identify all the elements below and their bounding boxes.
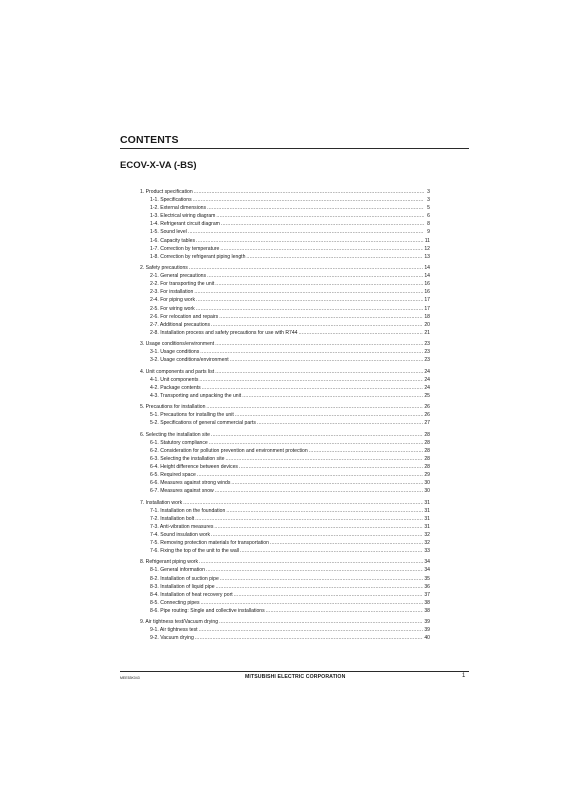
toc-subsection — [140, 626, 430, 634]
toc-page-number: 26 — [424, 412, 430, 419]
toc-page-number: 27 — [424, 420, 430, 427]
toc-entry-label: 6-7. Measures against snow — [150, 488, 214, 495]
toc-section — [140, 558, 430, 615]
toc-entry-label: 9. Air tightness test/Vacuum drying — [140, 619, 219, 626]
toc-page-number: 39 — [424, 627, 430, 634]
toc-section — [140, 403, 430, 427]
toc-entry-label: 5. Precautions for installation — [140, 404, 206, 411]
toc-entry-label: 2-1. General precautions — [150, 273, 207, 280]
toc-page-number: 9 — [427, 229, 430, 236]
dot-leader — [239, 463, 423, 471]
toc-page-number: 33 — [424, 548, 430, 555]
dot-leader — [201, 599, 424, 607]
toc-subsection — [140, 411, 430, 419]
toc-subsection — [140, 471, 430, 479]
toc-section — [140, 499, 430, 556]
toc-section-heading — [140, 499, 430, 507]
toc-page-number: 14 — [424, 265, 430, 272]
toc-subsection — [140, 212, 430, 220]
toc-subsection — [140, 575, 430, 583]
toc-page-number: 34 — [424, 559, 430, 566]
toc-entry-label: 2-6. For relocation and repairs — [150, 313, 219, 320]
dot-leader — [199, 558, 423, 566]
toc-entry-label: 1-6. Capacity tables — [150, 237, 196, 244]
toc-subsection — [140, 348, 430, 356]
toc-section — [140, 431, 430, 496]
toc-entry-label: 4-3. Transporting and unpacking the unit — [150, 392, 242, 399]
toc-subsection — [140, 447, 430, 455]
toc-subsection — [140, 531, 430, 539]
toc-entry-label: 8-6. Pipe routing: Single and collective installations — [150, 607, 265, 614]
toc-page-number: 39 — [424, 619, 430, 626]
toc-section — [140, 188, 430, 261]
title-divider — [120, 148, 469, 149]
toc-entry-label: 2-8. Installation process and safety precautions for use with R744 — [150, 329, 298, 336]
toc-entry-label: 6-1. Statutory compliance — [150, 439, 208, 446]
toc-entry-label: 9-1. Air tightness test — [150, 627, 198, 634]
page-number: 1 — [462, 673, 466, 679]
toc-page-number: 3 — [427, 197, 430, 204]
dot-leader — [202, 384, 424, 392]
dot-leader — [211, 531, 423, 539]
company-name: MITSUBISHI ELECTRIC CORPORATION — [245, 674, 346, 680]
toc-subsection — [140, 220, 430, 228]
toc-entry-label: 2. Safety precautions — [140, 265, 188, 272]
toc-page-number: 38 — [424, 599, 430, 606]
toc-page-number: 34 — [424, 567, 430, 574]
toc-subsection — [140, 523, 430, 531]
toc-subsection — [140, 583, 430, 591]
toc-entry-label: 8. Refrigerant piping work — [140, 559, 199, 566]
toc-entry-label: 4-1. Unit components — [150, 376, 199, 383]
toc-page-number: 30 — [424, 488, 430, 495]
toc-entry-label: 6-3. Selecting the installation site — [150, 455, 225, 462]
dot-leader — [193, 196, 424, 204]
toc-subsection — [140, 591, 430, 599]
dot-leader — [235, 411, 424, 419]
toc-subsection — [140, 547, 430, 555]
toc-entry-label: 2-7. Additional precautions — [150, 321, 211, 328]
dot-leader — [270, 539, 423, 547]
dot-leader — [196, 237, 424, 245]
toc-entry-label: 2-4. For piping work — [150, 297, 196, 304]
toc-subsection — [140, 204, 430, 212]
toc-page-number: 14 — [424, 273, 430, 280]
toc-subsection — [140, 288, 430, 296]
toc-subsection — [140, 507, 430, 515]
dot-leader — [240, 547, 423, 555]
toc-subsection — [140, 321, 430, 329]
toc-entry-label: 6-2. Consideration for pollution prevention and environment protection — [150, 447, 308, 454]
dot-leader — [219, 313, 423, 321]
dot-leader — [215, 487, 424, 495]
dot-leader — [194, 288, 423, 296]
toc-entry-label: 7-4. Sound insulation work — [150, 531, 211, 538]
dot-leader — [197, 471, 423, 479]
toc-entry-label: 3. Usage conditions/environment — [140, 341, 215, 348]
dot-leader — [209, 439, 424, 447]
toc-page-number: 17 — [424, 297, 430, 304]
dot-leader — [230, 356, 424, 364]
toc-entry-label: 1-4. Refrigerant circuit diagram — [150, 221, 220, 228]
toc-page-number: 23 — [424, 357, 430, 364]
toc-entry-label: 1-5. Sound level — [150, 229, 187, 236]
toc-entry-label: 6. Selecting the installation site — [140, 431, 210, 438]
toc-entry-label: 7-2. Installation bolt — [150, 515, 195, 522]
toc-section — [140, 618, 430, 642]
toc-page-number: 28 — [424, 439, 430, 446]
toc-subsection — [140, 463, 430, 471]
toc-page-number: 25 — [424, 392, 430, 399]
toc-entry-label: 1-2. External dimensions — [150, 205, 207, 212]
toc-page-number: 11 — [424, 237, 430, 244]
toc-section — [140, 368, 430, 400]
toc-subsection — [140, 237, 430, 245]
dot-leader — [226, 507, 423, 515]
toc-entry-label: 7-1. Installation on the foundation — [150, 507, 226, 514]
dot-leader — [206, 566, 423, 574]
toc-subsection — [140, 280, 430, 288]
toc-entry-label: 3-2. Usage conditions/environment — [150, 357, 229, 364]
toc-entry-label: 4-2. Package contents — [150, 384, 201, 391]
dot-leader — [220, 575, 424, 583]
toc-page-number: 35 — [424, 575, 430, 582]
dot-leader — [221, 220, 424, 228]
toc-page-number: 40 — [424, 635, 430, 642]
toc-subsection — [140, 487, 430, 495]
dot-leader — [246, 253, 423, 261]
toc-subsection — [140, 253, 430, 261]
dot-leader — [225, 455, 423, 463]
dot-leader — [195, 634, 424, 642]
toc-subsection — [140, 305, 430, 313]
dot-leader — [211, 321, 423, 329]
dot-leader — [196, 296, 423, 304]
toc-subsection — [140, 515, 430, 523]
toc-section-heading — [140, 403, 430, 411]
dot-leader — [231, 479, 423, 487]
toc-subsection — [140, 376, 430, 384]
toc-entry-label: 1-8. Correction by refrigerant piping length — [150, 253, 246, 260]
toc-page-number: 23 — [424, 349, 430, 356]
toc-entry-label: 2-3. For installation — [150, 289, 194, 296]
toc-subsection — [140, 245, 430, 253]
dot-leader — [189, 264, 423, 272]
toc-entry-label: 6-6. Measures against strong winds — [150, 480, 231, 487]
dot-leader — [215, 280, 423, 288]
dot-leader — [194, 188, 424, 196]
dot-leader — [216, 212, 424, 220]
toc-subsection — [140, 599, 430, 607]
toc-page-number: 12 — [424, 245, 430, 252]
toc-page-number: 26 — [424, 404, 430, 411]
toc-subsection — [140, 419, 430, 427]
toc-section-heading — [140, 264, 430, 272]
toc-page-number: 6 — [427, 213, 430, 220]
toc-page-number: 13 — [424, 253, 430, 260]
toc-page-number: 38 — [424, 607, 430, 614]
toc-entry-label: 1-3. Electrical wiring diagram — [150, 213, 216, 220]
dot-leader — [196, 305, 424, 313]
toc-entry-label: 1-1. Specifications — [150, 197, 192, 204]
table-of-contents — [140, 188, 430, 646]
toc-page-number: 24 — [424, 384, 430, 391]
toc-entry-label: 6-4. Height difference between devices — [150, 463, 238, 470]
dot-leader — [199, 376, 423, 384]
toc-entry-label: 2-2. For transporting the unit — [150, 281, 215, 288]
toc-subsection — [140, 313, 430, 321]
toc-entry-label: 8-1. General information — [150, 567, 205, 574]
footer-divider — [120, 671, 469, 672]
toc-entry-label: 7-3. Anti-vibration measures — [150, 523, 214, 530]
toc-page-number: 31 — [424, 499, 430, 506]
dot-leader — [309, 447, 424, 455]
toc-entry-label: 4. Unit components and parts list — [140, 368, 215, 375]
toc-subsection — [140, 272, 430, 280]
toc-entry-label: 8-4. Installation of heat recovery port — [150, 591, 233, 598]
toc-page-number: 17 — [424, 305, 430, 312]
toc-subsection — [140, 392, 430, 400]
toc-subsection — [140, 384, 430, 392]
toc-entry-label: 1-7. Correction by temperature — [150, 245, 220, 252]
toc-page-number: 21 — [424, 329, 430, 336]
toc-page-number: 18 — [424, 313, 430, 320]
dot-leader — [257, 419, 423, 427]
toc-entry-label: 7. Installation work — [140, 499, 183, 506]
toc-page-number: 31 — [424, 523, 430, 530]
dot-leader — [200, 348, 423, 356]
toc-page-number: 8 — [427, 221, 430, 228]
toc-page-number: 29 — [424, 472, 430, 479]
toc-subsection — [140, 228, 430, 236]
toc-page-number: 31 — [424, 515, 430, 522]
toc-page-number: 30 — [424, 480, 430, 487]
page-title: CONTENTS — [120, 134, 179, 146]
toc-section-heading — [140, 431, 430, 439]
toc-page-number: 28 — [424, 455, 430, 462]
toc-subsection — [140, 479, 430, 487]
dot-leader — [206, 403, 423, 411]
model-heading: ECOV-X-VA (-BS) — [120, 160, 197, 171]
toc-section-heading — [140, 368, 430, 376]
toc-page-number: 28 — [424, 463, 430, 470]
toc-section-heading — [140, 618, 430, 626]
dot-leader — [216, 583, 424, 591]
dot-leader — [207, 204, 424, 212]
toc-entry-label: 2-5. For wiring work — [150, 305, 195, 312]
toc-entry-label: 5-2. Specifications of general commercial parts — [150, 420, 256, 427]
toc-page-number: 3 — [427, 189, 430, 195]
toc-page-number: 24 — [424, 376, 430, 383]
dot-leader — [214, 523, 423, 531]
toc-page-number: 31 — [424, 507, 430, 514]
toc-entry-label: 8-2. Installation of suction pipe — [150, 575, 219, 582]
toc-entry-label: 8-3. Installation of liquid pipe — [150, 583, 215, 590]
dot-leader — [234, 591, 424, 599]
toc-entry-label: 8-5. Connecting pipes — [150, 599, 200, 606]
dot-leader — [242, 392, 423, 400]
document-code: MEE53K043 — [120, 676, 140, 680]
toc-subsection — [140, 329, 430, 337]
toc-entry-label: 7-5. Removing protection materials for transportation — [150, 539, 269, 546]
dot-leader — [215, 368, 423, 376]
toc-page-number: 24 — [424, 368, 430, 375]
toc-page-number: 16 — [424, 289, 430, 296]
toc-entry-label: 9-2. Vacuum drying — [150, 635, 194, 642]
toc-page-number: 32 — [424, 539, 430, 546]
toc-section — [140, 264, 430, 337]
dot-leader — [299, 329, 424, 337]
toc-subsection — [140, 566, 430, 574]
dot-leader — [188, 228, 424, 236]
toc-page-number: 36 — [424, 583, 430, 590]
toc-section-heading — [140, 188, 430, 196]
toc-subsection — [140, 634, 430, 642]
toc-page-number: 28 — [424, 447, 430, 454]
dot-leader — [211, 431, 423, 439]
dot-leader — [219, 618, 423, 626]
toc-subsection — [140, 607, 430, 615]
toc-section-heading — [140, 558, 430, 566]
toc-page-number: 5 — [427, 205, 430, 212]
toc-subsection — [140, 455, 430, 463]
toc-page-number: 37 — [424, 591, 430, 598]
dot-leader — [195, 515, 423, 523]
toc-entry-label: 6-5. Required space — [150, 472, 196, 479]
toc-entry-label: 3-1. Usage conditions — [150, 349, 200, 356]
dot-leader — [199, 626, 424, 634]
dot-leader — [215, 340, 423, 348]
dot-leader — [220, 245, 423, 253]
toc-subsection — [140, 296, 430, 304]
toc-page-number: 23 — [424, 341, 430, 348]
toc-page-number: 28 — [424, 431, 430, 438]
toc-entry-label: 1. Product specification — [140, 189, 193, 195]
dot-leader — [207, 272, 423, 280]
toc-subsection — [140, 356, 430, 364]
toc-entry-label: 5-1. Precautions for installing the unit — [150, 412, 234, 419]
toc-page-number: 20 — [424, 321, 430, 328]
toc-subsection — [140, 196, 430, 204]
dot-leader — [266, 607, 424, 615]
dot-leader — [183, 499, 423, 507]
toc-page-number: 32 — [424, 531, 430, 538]
toc-page-number: 16 — [424, 281, 430, 288]
toc-section-heading — [140, 340, 430, 348]
toc-section — [140, 340, 430, 364]
toc-subsection — [140, 439, 430, 447]
toc-subsection — [140, 539, 430, 547]
toc-entry-label: 7-6. Fixing the top of the unit to the wall — [150, 548, 239, 555]
